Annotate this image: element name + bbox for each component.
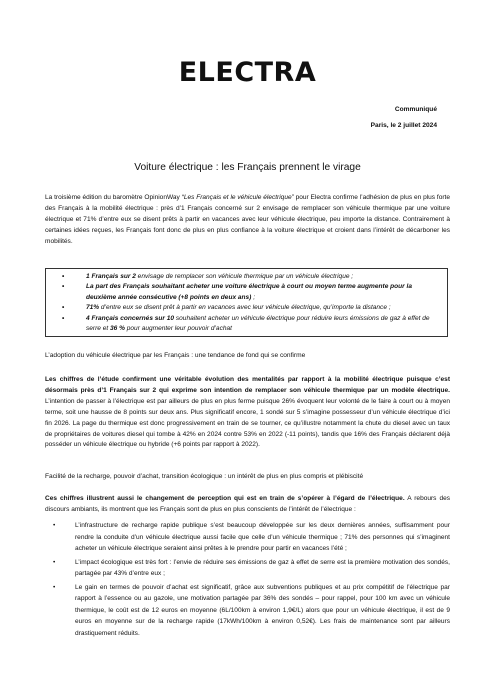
intro-paragraph [45,193,450,248]
section-2-intro-text: A rebours des discours ambiants, ils montrent que les Français sont de plus en plus conscients de l’intérêt de l’électrique : [45,495,450,513]
section-1-paragraph [45,375,450,451]
study-name: “Les Français et le véhicule électrique” [181,194,294,201]
key-point-text: souhaitent acheter un véhicule électrique pour réduire leurs émissions de gaz à effet de serre et [86,314,430,333]
key-point [56,282,439,303]
intro-text-1: La troisième édition du baromètre OpinionWay [45,194,182,201]
key-point-bold: 71% [86,304,100,312]
key-point-text: d’entre eux se disent prêt à partir en vacances avec leur véhicule électrique, qu’importe la distance ; [99,304,391,312]
place-date: Paris, le 2 juillet 2024 [370,122,437,129]
key-point-bold: 4 Français concernés sur 10 [86,314,175,322]
intro-text-2: pour Electra confirme l’adhésion de plus en plus forte des Français à la mobilité électrique : près d’1 Français concerné sur 2 envisage de remplacer son véhicule thermique par une voiture électrique et 71% d’entre eux se disent prêts à partir en vacances avec leur véhicule électrique, peu importe la distance. Contrairement à certaines idées reçues, les Français font donc de plus en plus confiance à la voiture électrique et croient dans l’intérêt de décarboner les mobilités. [45,194,451,245]
list-item: • L’infrastructure de recharge rapide publique s’est beaucoup développée sur les deux dernières années, suffisamment pour rendre la conduite d’un véhicule électrique aussi facile que celle d’un véhicule thermique ; 71% des personnes qui s’imaginent acheter un véhicule électrique seraient ainsi prêtes à le prendre pour partir en vacances l’été ; [45,520,450,555]
key-point-text: pour augmenter leur pouvoir d’achat [124,325,232,333]
key-point-bold: 36 % [110,325,125,333]
section-2-lead: Ces chiffres illustrent aussi le changement de perception qui est en train de s’opérer à l’égard de l’électrique. [45,495,405,502]
section-1-heading: L’adoption du véhicule électrique par les Français : une tendance de fond qui se confirme [45,352,306,359]
key-point-text: ; [251,293,256,301]
page-title: Voiture électrique : les Français prennent le virage [134,162,361,173]
section-1-text: L’intention de passer à l’électrique est par ailleurs de plus en plus ferme puisque 26% évoquent leur volonté de le faire à court ou à moyen terme, soit une hausse de 8 points sur deux ans. Plus significatif encore, 1 sondé sur 5 s’imagine possesseur d’un véhicule électrique d’ici fin 2026. La page du thermique est donc progressivement en train de se tourner, ce qu’illustre notamment la chute du diesel avec un taux de propriétaires de voitures diesel qui tombe à 42% en 2024 contre 53% en 2022 (-11 points), tandis que 16% des Français déclarent déjà posséder un véhicule électrique ou hybride (+6 points par rapport à 2022). [45,397,450,449]
key-point-bold: 1 Français sur 2 [86,273,136,280]
section-2-intro [45,494,450,516]
electra-logo: ELECTRA [178,57,317,88]
list-item: • L’impact écologique est très fort : l’envie de réduire ses émissions de gaz à effet de serre est la première motivation des sondés, partagée par 43% d’entre eux ; [45,557,450,580]
section-1-lead: Les chiffres de l’étude confirment une véritable évolution des mentalités par rapport à la mobilité électrique puisque c’est désormais près d’1 Français sur 2 qui exprime son intention de remplacer son véhicule thermique par un modèle électrique. [45,376,450,394]
list-item: • Le gain en termes de pouvoir d’achat est significatif, grâce aux subventions publiques et au prix compétitif de l’électrique par rapport à l’essence ou au gazole, une motivation partagée par 36% des sondés – pour rappel, pour 100 km avec un véhicule thermique, le coût est de 12 euros en moyenne (6L/100km à environ 1,9€/L) alors que pour un véhicule électrique, il est de 9 euros en moyenne sur de la recharge rapide (17kWh/100km à environ 0,52€). Les frais de maintenance sont par ailleurs drastiquement réduits. [45,582,450,640]
key-point [56,272,439,282]
key-point-text: envisage de remplacer son véhicule thermique par un véhicule électrique ; [135,273,354,280]
document-type: Communiqué [394,106,437,113]
key-figures-box [45,268,448,337]
key-point-bold: La part des Français souhaitant acheter une voiture électrique à court ou moyen terme augmente pour la deuxième année consécutive (+8 points en deux ans) [86,283,412,301]
key-point [56,303,439,313]
key-point [56,314,439,335]
section-2-heading: Facilité de la recharge, pouvoir d’achat, transition écologique : un intérêt de plus en plus compris et plébiscité [45,473,364,480]
benefits-list [45,520,450,641]
